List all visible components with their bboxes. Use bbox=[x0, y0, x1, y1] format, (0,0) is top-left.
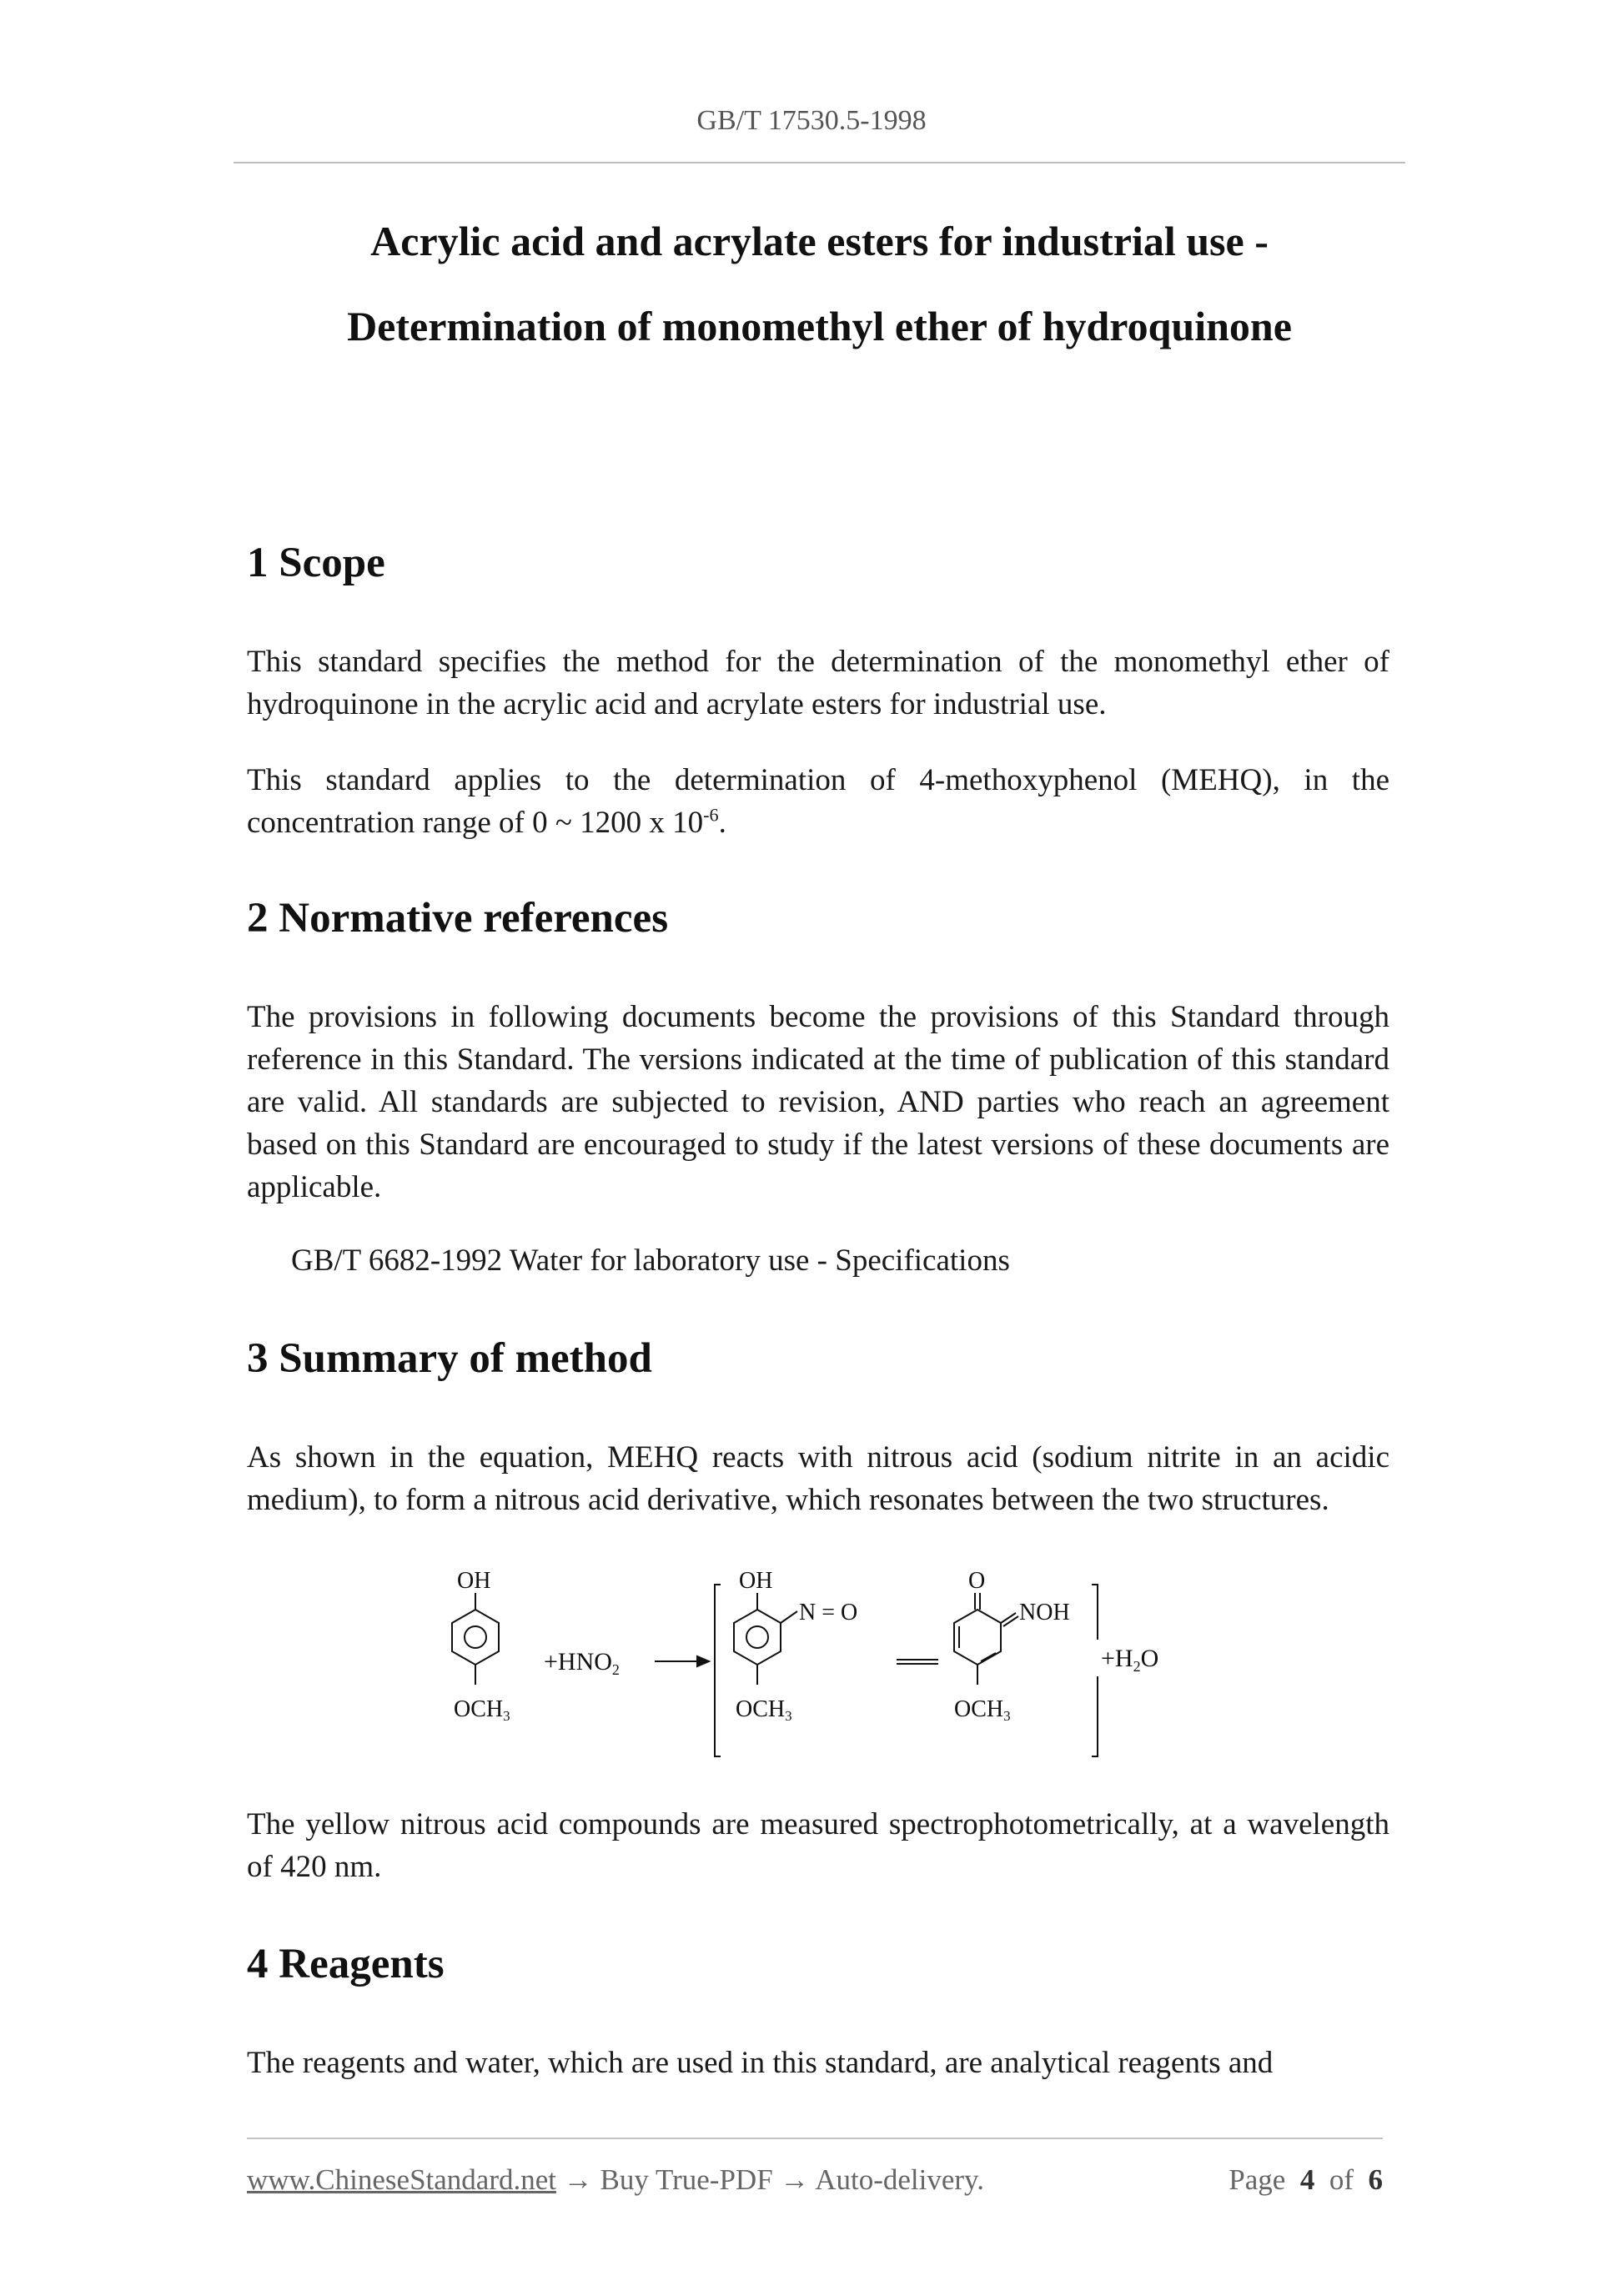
header-divider bbox=[234, 162, 1405, 163]
normative-paragraph: The provisions in following documents become the provisions of this Standard through reference in this Standard. The versions indicated at the time of publication of this standard are valid. All standards are subjected to revision, AND parties who reach an agreement based on this Standard are encouraged to study if the latest versions of these documents are applicable. bbox=[247, 1000, 1389, 1204]
heading-reagents: 4 Reagents bbox=[247, 1941, 445, 1987]
eq-h2o-sub: 2 bbox=[1133, 1658, 1141, 1675]
footer-buy-text: → Buy True-PDF → Auto-delivery. bbox=[556, 2163, 985, 2196]
eq-carbonyl-o: O bbox=[968, 1568, 986, 1594]
page-indicator bbox=[1229, 2163, 1383, 2197]
eq-plus-h2o bbox=[1101, 1645, 1158, 1675]
eq-och3-2-sub: 3 bbox=[785, 1708, 792, 1724]
eq-oh-1: OH bbox=[457, 1568, 491, 1594]
current-page-number: 4 bbox=[1299, 2163, 1315, 2196]
reaction-equation-figure bbox=[434, 1568, 1201, 1768]
eq-och3-3-base: OCH bbox=[954, 1696, 1004, 1722]
eq-noh: NOH bbox=[1019, 1600, 1070, 1625]
scope-p2-text: This standard applies to the determination of 4-methoxyphenol (MEHQ), in the concentration range of 0 ~ 1200 x 10 bbox=[247, 763, 1389, 840]
eq-hno2-sub: 2 bbox=[611, 1661, 620, 1678]
eq-och3-2 bbox=[736, 1696, 792, 1724]
summary-paragraph-1: As shown in the equation, MEHQ reacts with nitrous acid (sodium nitrite in an acidic medium), to form a nitrous acid derivative, which resonates between the two structures. bbox=[247, 1440, 1389, 1517]
eq-h2o-h: +H bbox=[1101, 1645, 1133, 1672]
footer-divider bbox=[247, 2138, 1383, 2139]
scope-p2-exponent: -6 bbox=[703, 804, 719, 826]
eq-och3-1-sub: 3 bbox=[503, 1708, 510, 1724]
reference-item-gbt-6682: GB/T 6682-1992 Water for laboratory use - Specifications bbox=[291, 1243, 1010, 1278]
of-label: of bbox=[1329, 2163, 1354, 2196]
total-page-number: 6 bbox=[1368, 2163, 1383, 2196]
scope-paragraph-2 bbox=[247, 759, 1389, 844]
title-line-2: Determination of monomethyl ether of hydroquinone bbox=[347, 303, 1292, 349]
title-line-1: Acrylic acid and acrylate esters for industrial use - bbox=[370, 218, 1269, 264]
page-label: Page bbox=[1229, 2163, 1286, 2196]
eq-och3-3-sub: 3 bbox=[1003, 1708, 1011, 1724]
eq-oh-2: OH bbox=[739, 1568, 773, 1594]
footer-left bbox=[247, 2163, 984, 2197]
eq-och3-1 bbox=[454, 1696, 510, 1724]
scope-p2-end: . bbox=[718, 806, 726, 840]
eq-hno2-base: +HNO bbox=[544, 1648, 612, 1676]
summary-paragraph-2: The yellow nitrous acid compounds are measured spectrophotometrically, at a wavelength of 420 nm. bbox=[247, 1807, 1389, 1884]
eq-plus-hno2 bbox=[544, 1648, 620, 1678]
heading-scope: 1 Scope bbox=[247, 540, 385, 586]
eq-och3-2-base: OCH bbox=[736, 1696, 786, 1722]
eq-och3-3 bbox=[954, 1696, 1011, 1724]
heading-normative-references: 2 Normative references bbox=[247, 895, 669, 942]
document-code-header: GB/T 17530.5-1998 bbox=[696, 105, 927, 136]
eq-h2o-o: O bbox=[1140, 1645, 1159, 1672]
eq-nitroso: N = O bbox=[799, 1600, 858, 1625]
chinesestandard-link[interactable]: www.ChineseStandard.net bbox=[247, 2163, 556, 2196]
eq-och3-1-base: OCH bbox=[454, 1696, 504, 1722]
heading-summary-of-method: 3 Summary of method bbox=[247, 1335, 652, 1382]
scope-paragraph-1: This standard specifies the method for the determination of the monomethyl ether of hydroquinone in the acrylic acid and acrylate esters for industrial use. bbox=[247, 645, 1389, 721]
reagents-paragraph: The reagents and water, which are used in this standard, are analytical reagents and bbox=[247, 2046, 1274, 2080]
